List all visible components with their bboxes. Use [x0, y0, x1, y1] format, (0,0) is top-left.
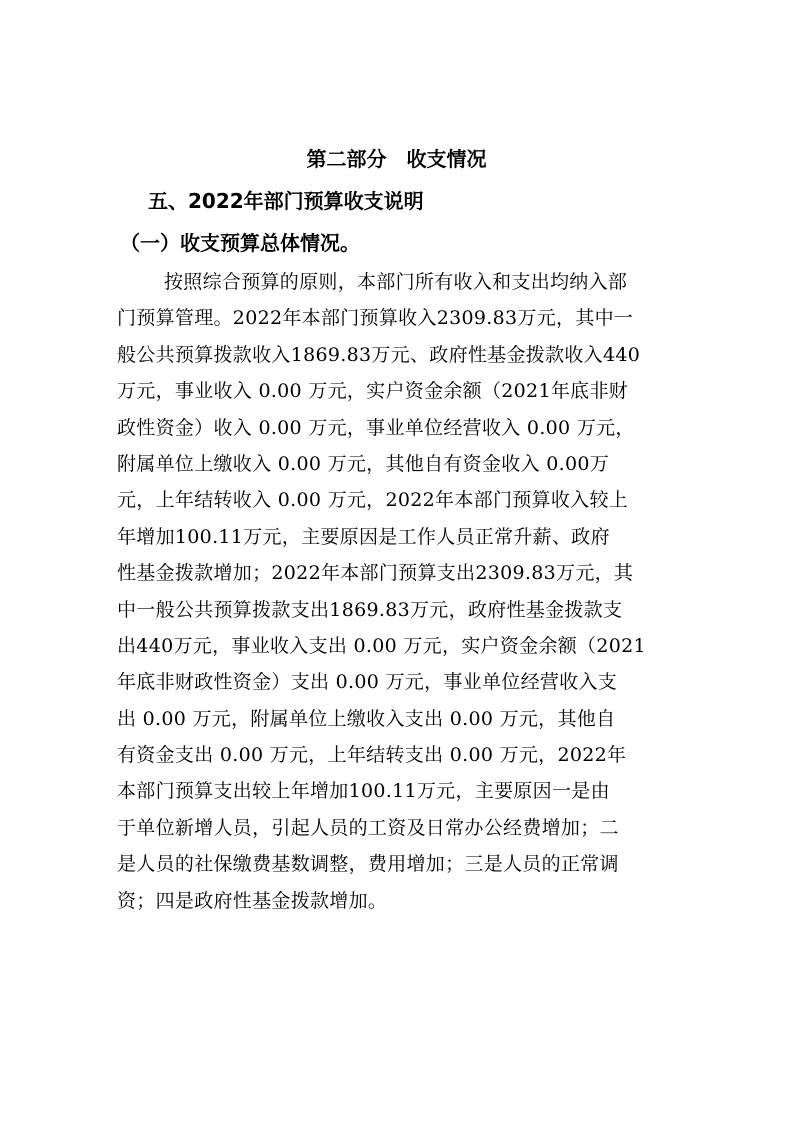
paragraph-line: 性基金拨款增加；2022年本部门预算支出2309.83万元，其 [117, 562, 634, 585]
paragraph-line: 出 0.00 万元，附属单位上缴收入支出 0.00 万元，其他自 [117, 707, 616, 730]
paragraph-line: 年底非财政性资金）支出 0.00 万元，事业单位经营收入支 [117, 671, 618, 694]
paragraph-line: 政性资金）收入 0.00 万元，事业单位经营收入 0.00 万元， [117, 416, 635, 439]
paragraph-line: 万元，事业收入 0.00 万元，实户资金余额（2021年底非财 [117, 380, 629, 403]
paragraph-line: 本部门预算支出较上年增加100.11万元，主要原因一是由 [117, 780, 610, 803]
paragraph-line: 门预算管理。2022年本部门预算收入2309.83万元，其中一 [117, 307, 634, 330]
body-paragraph [117, 264, 677, 919]
paragraph-line: 般公共预算拨款收入1869.83万元、政府性基金拨款收入440 [117, 343, 641, 366]
paragraph-line: 出440万元，事业收入支出 0.00 万元，实户资金余额（2021 [117, 634, 646, 657]
page-title: 第二部分 收支情况 [306, 147, 487, 171]
paragraph-line: 中一般公共预算拨款支出1869.83万元，政府性基金拨款支 [117, 598, 623, 621]
paragraph-line: 资；四是政府性基金拨款增加。 [117, 889, 388, 912]
paragraph-line: 有资金支出 0.00 万元，上年结转支出 0.00 万元，2022年 [117, 744, 627, 767]
paragraph-line: 按照综合预算的原则，本部门所有收入和支出均纳入部 [164, 271, 628, 293]
paragraph-line: 年增加100.11万元，主要原因是工作人员正常升薪、政府 [117, 525, 610, 548]
subsection-heading: （一）收支预算总体情况。 [120, 231, 360, 255]
paragraph-line: 元，上年结转收入 0.00 万元，2022年本部门预算收入较上 [117, 489, 629, 512]
paragraph-line: 是人员的社保缴费基数调整，费用增加；三是人员的正常调 [117, 853, 619, 876]
section-heading: 五、2022年部门预算收支说明 [148, 189, 424, 213]
paragraph-line: 于单位新增人员，引起人员的工资及日常办公经费增加；二 [117, 816, 619, 839]
paragraph-line: 附属单位上缴收入 0.00 万元，其他自有资金收入 0.00万 [117, 452, 610, 475]
